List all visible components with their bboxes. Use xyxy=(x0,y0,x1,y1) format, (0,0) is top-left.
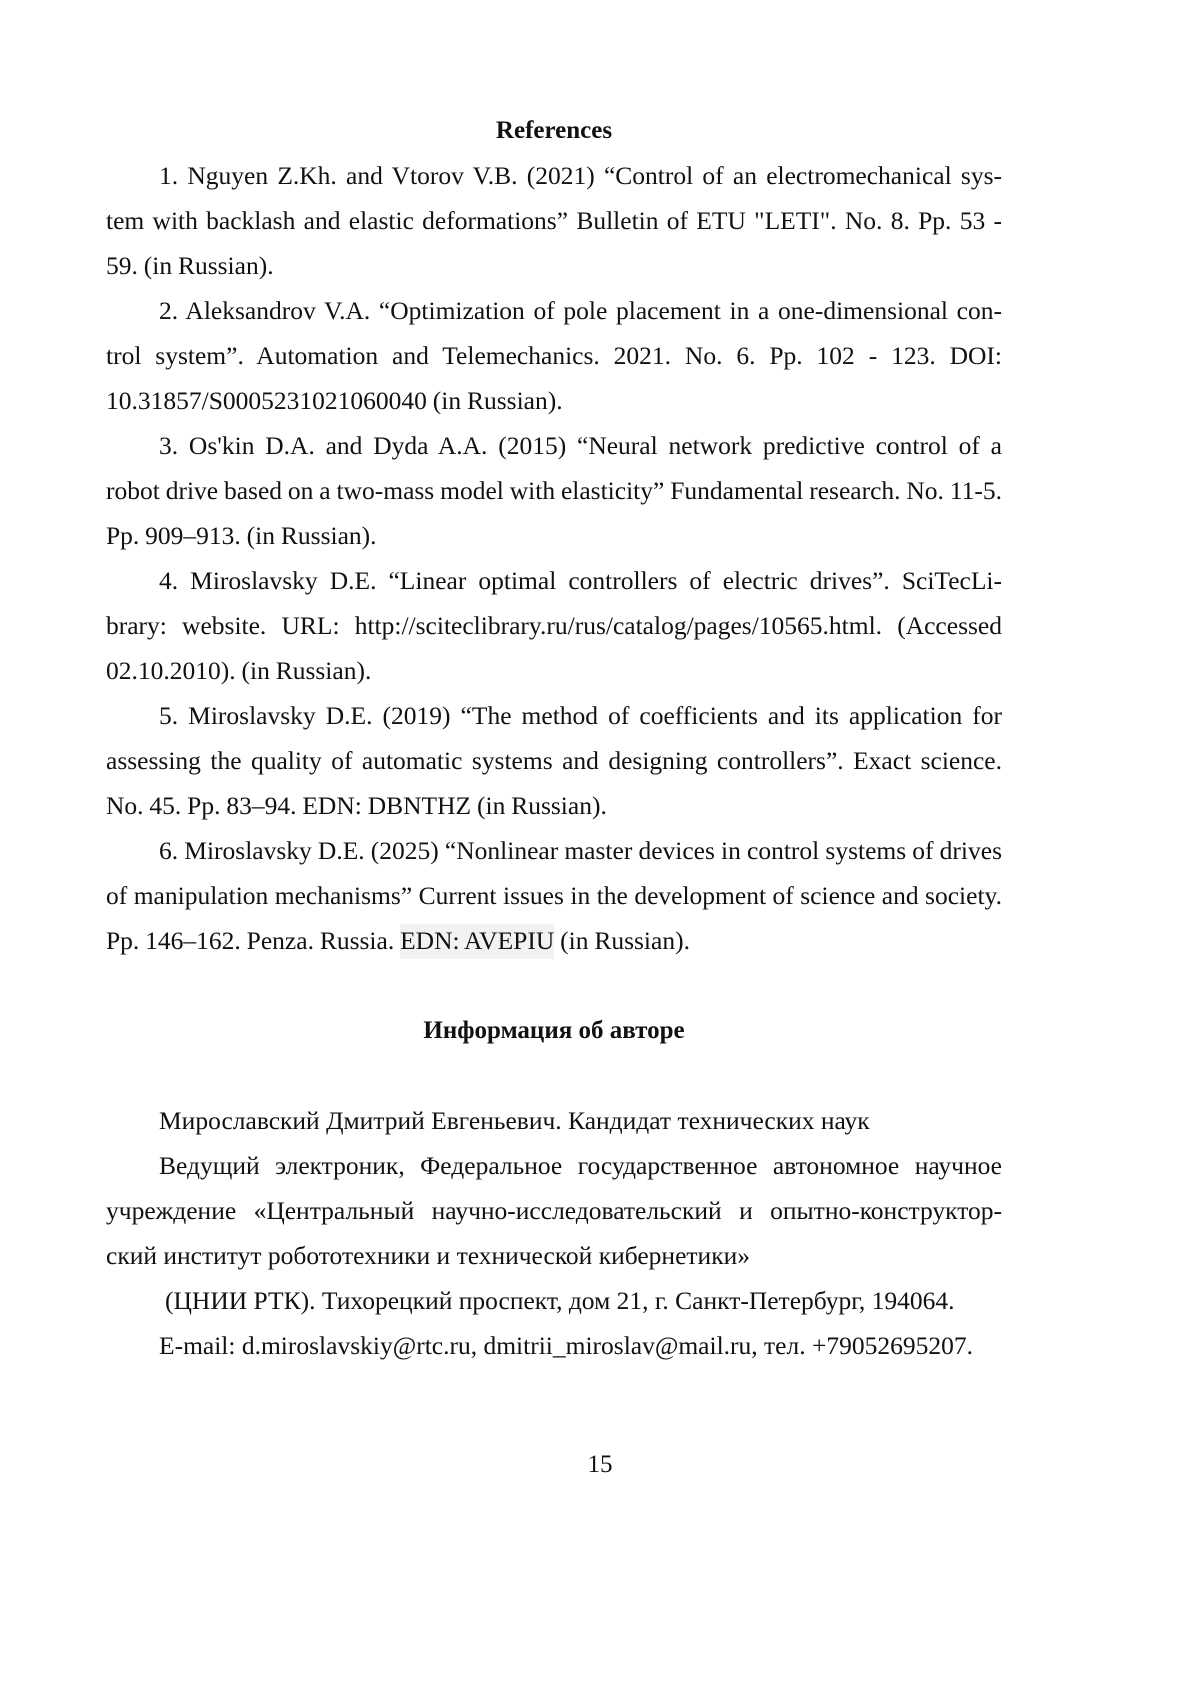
edn-highlight: EDN: AVEPIU xyxy=(400,924,554,959)
reference-item-2: 2. Aleksandrov V.A. “Optimization of pole placement in a one-dimensional con-trol system”. Automation and Telemechanics. 2021. No. 6. Pp. 102 - 123. DOI: 10.31857/S0005231021060040 (in Russian). xyxy=(106,296,1002,415)
reference-6-text: 6. Miroslavsky D.E. (2025) “Nonlinear master devices in control systems of drives of manipulation mechanisms” Current issues in the development of science and society. Pp. 146–162. Penza. Russia. xyxy=(106,836,1002,955)
reference-6-suffix: (in Russian). xyxy=(554,926,690,955)
references-heading: References xyxy=(495,117,613,144)
reference-item-3: 3. Os'kin D.A. and Dyda A.A. (2015) “Neural network predictive control of a robot drive based on a two-mass model with elasticity” Fundamental research. No. 11-5. Pp. 909–913. (in Russian). xyxy=(106,431,1002,550)
references-section xyxy=(106,108,1002,963)
page-number: 15 xyxy=(587,1451,613,1478)
document-page xyxy=(106,108,1002,1368)
reference-item-1: 1. Nguyen Z.Kh. and Vtorov V.B. (2021) “Control of an electromechanical sys-tem with backlash and elastic deformations” Bulletin of ETU "LETI". No. 8. Pp. 53 - 59. (in Russian). xyxy=(106,161,1002,280)
author-affiliation: Ведущий электроник, Федеральное государственное автономное научное учреждение «Центральный научно-исследовательский и опытно-конструктор-ский институт робототехники и технической кибернетики» xyxy=(106,1151,1002,1270)
reference-item-4: 4. Miroslavsky D.E. “Linear optimal controllers of electric drives”. SciTecLi-brary: website. URL: http://sciteclibrary.ru/rus/catalog/pages/10565.html. (Accessed 02.10.2010). (in Russian). xyxy=(106,566,1002,685)
author-name: Мирославский Дмитрий Евгеньевич. Кандидат технических наук xyxy=(159,1106,870,1135)
author-address: (ЦНИИ РТК). Тихорецкий проспект, дом 21, г. Санкт-Петербург, 194064. xyxy=(165,1286,955,1315)
reference-item-5: 5. Miroslavsky D.E. (2019) “The method of coefficients and its application for assessing the quality of automatic systems and designing controllers”. Exact science. No. 45. Pp. 83–94. EDN: DBNTHZ (in Russian). xyxy=(106,701,1002,820)
author-info-heading: Информация об авторе xyxy=(423,1017,685,1044)
references-list xyxy=(106,153,1002,963)
author-contacts: E-mail: d.miroslavskiy@rtc.ru, dmitrii_miroslav@mail.ru, тел. +79052695207. xyxy=(159,1331,973,1360)
reference-item-6 xyxy=(106,828,1002,963)
author-info-section xyxy=(106,1008,1002,1368)
